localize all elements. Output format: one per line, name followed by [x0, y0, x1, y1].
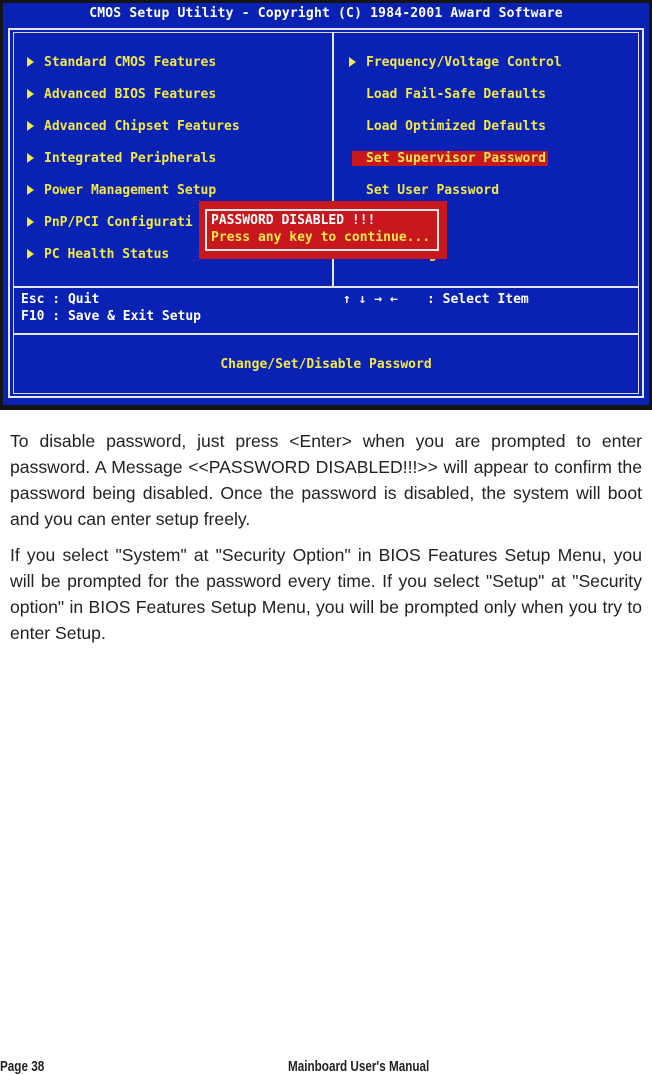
left-menu-item[interactable] [27, 53, 216, 73]
submenu-arrow-icon [27, 185, 34, 195]
dialog-message: PASSWORD DISABLED !!! [211, 213, 376, 228]
right-menu-item-label: Set User Password [366, 183, 500, 198]
password-disabled-dialog [199, 201, 447, 259]
left-menu-item-label: Advanced Chipset Features [44, 119, 240, 134]
left-menu-item[interactable] [27, 85, 216, 105]
right-menu-item[interactable] [349, 181, 499, 201]
help-divider [13, 286, 639, 288]
left-menu-item-label: Advanced BIOS Features [44, 87, 217, 102]
bios-status-line: Change/Set/Disable Password [220, 357, 432, 372]
right-menu-item-label: Frequency/Voltage Control [366, 55, 562, 70]
submenu-arrow-icon [27, 217, 34, 227]
help-select-item: : Select Item [427, 292, 529, 307]
left-menu-item-label: Standard CMOS Features [44, 55, 217, 70]
left-menu-item[interactable] [27, 149, 216, 169]
right-menu-item-label: Load Optimized Defaults [366, 119, 547, 134]
submenu-arrow-icon [27, 153, 34, 163]
left-menu-item-label: Integrated Peripherals [44, 151, 217, 166]
status-divider [13, 333, 639, 335]
right-menu-item[interactable] [349, 149, 548, 169]
left-menu-item-label: PC Health Status [44, 247, 170, 262]
left-menu-item[interactable] [27, 213, 193, 233]
submenu-arrow-icon [27, 121, 34, 131]
bios-screen [3, 3, 649, 405]
help-f10-save-exit: F10 : Save & Exit Setup [21, 309, 202, 324]
submenu-arrow-icon [27, 57, 34, 67]
paragraph-disable-password: To disable password, just press <Enter> when you are prompted to enter password. A Message <<PASSWORD DISABLED!!!>> will appear to confirm the password being disabled. Once the password is disabled, the system will boot and you can enter setup freely. [10, 431, 642, 529]
right-menu-item[interactable] [349, 53, 562, 73]
left-menu-item-label: Power Management Setup [44, 183, 217, 198]
bios-title: CMOS Setup Utility - Copyright (C) 1984-2001 Award Software [89, 6, 563, 21]
left-menu-item[interactable] [27, 181, 216, 201]
submenu-arrow-icon [27, 89, 34, 99]
page-number: Page 38 [0, 1058, 45, 1075]
right-menu-item-label: Load Fail-Safe Defaults [366, 87, 547, 102]
left-menu-item-label: PnP/PCI Configurati [44, 215, 193, 230]
right-menu-item[interactable] [349, 117, 546, 137]
left-menu-item[interactable] [27, 117, 240, 137]
paragraph-security-option: If you select "System" at "Security Option" in BIOS Features Setup Menu, you will be prompted for the password every time. If you select "Setup" at "Security option" in BIOS Features Setup Menu, you will be prompted only when you try to enter Setup. [10, 545, 642, 643]
bios-screenshot [0, 0, 652, 410]
right-menu-item-label: Set Supervisor Password [352, 151, 548, 166]
submenu-arrow-icon [27, 249, 34, 259]
left-menu-item[interactable] [27, 245, 169, 265]
dialog-prompt: Press any key to continue... [211, 230, 431, 245]
help-esc-quit: Esc : Quit [21, 292, 100, 307]
manual-title: Mainboard User's Manual [288, 1058, 430, 1075]
help-arrow-keys: ↑ ↓ → ← [343, 292, 398, 307]
right-menu-item[interactable] [349, 85, 546, 105]
submenu-arrow-icon [349, 57, 356, 67]
